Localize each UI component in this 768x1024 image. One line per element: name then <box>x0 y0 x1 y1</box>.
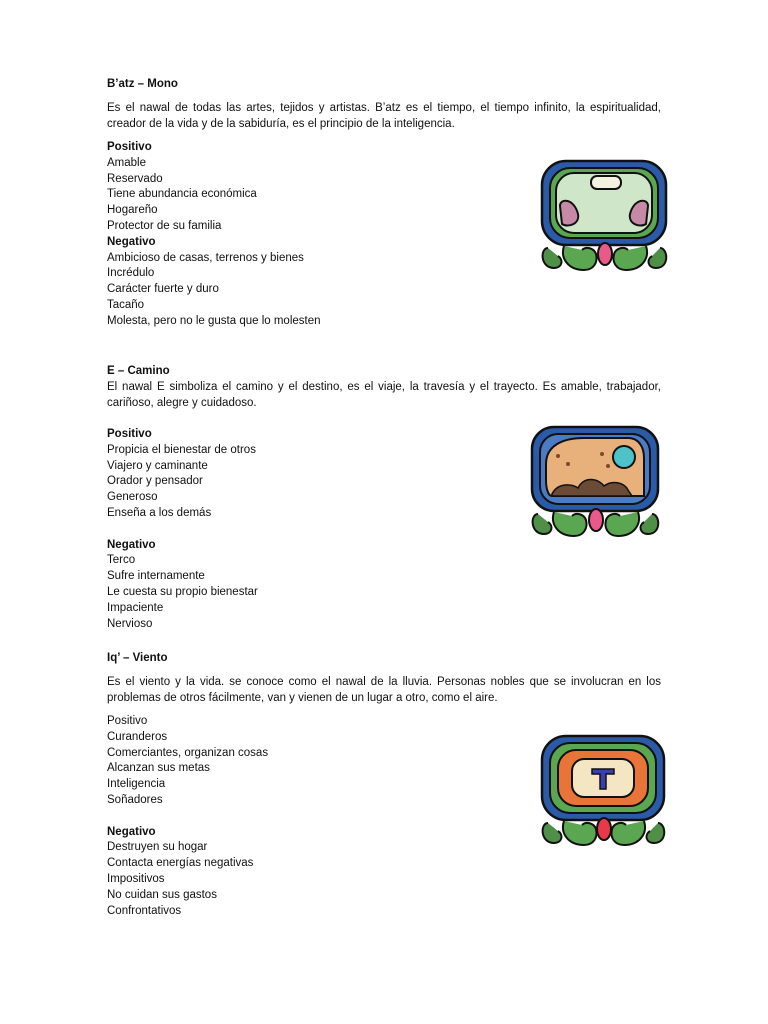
negative-trait: Impaciente <box>107 601 164 614</box>
positive-trait: Curanderos <box>107 730 168 743</box>
section-title: Iq’ – Viento <box>107 652 168 664</box>
negative-trait: No cuidan sus gastos <box>107 888 217 901</box>
positive-trait: Amable <box>107 156 146 169</box>
negative-trait: Le cuesta su propio bienestar <box>107 585 258 598</box>
e-glyph-icon <box>528 424 664 540</box>
negative-trait: Molesta, pero no le gusta que lo molesten <box>107 314 321 327</box>
positive-trait: Viajero y caminante <box>107 459 208 472</box>
negative-heading: Negativo <box>107 825 156 838</box>
negative-trait: Contacta energías negativas <box>107 857 254 870</box>
section-title: E – Camino <box>107 365 170 377</box>
positive-trait: Generoso <box>107 491 158 504</box>
batz-glyph-icon <box>538 158 678 276</box>
positive-trait: Hogareño <box>107 204 158 217</box>
positive-trait: Inteligencia <box>107 778 166 791</box>
positive-trait: Alcanzan sus metas <box>107 762 210 775</box>
positive-trait: Reservado <box>107 172 163 185</box>
negative-trait: Impositivos <box>107 872 165 885</box>
negative-trait: Incrédulo <box>107 267 155 280</box>
positive-trait: Propicia el bienestar de otros <box>107 443 256 456</box>
negative-trait: Terco <box>107 554 136 567</box>
negative-trait: Confrontativos <box>107 904 182 917</box>
negative-trait: Tacaño <box>107 298 145 311</box>
negative-trait: Nervioso <box>107 617 153 630</box>
positive-heading: Positivo <box>107 428 152 440</box>
section-description: Es el nawal de todas las artes, tejidos y artistas. B’atz es el tiempo, el tiempo infinito, la espiritualidad, creador de la vida y de la sabiduría, es el principio de la inteligencia. <box>107 102 661 130</box>
negative-heading: Negativo <box>107 538 156 551</box>
positive-trait: Enseña a los demás <box>107 506 212 519</box>
negative-trait: Carácter fuerte y duro <box>107 283 219 296</box>
positive-trait: Protector de su familia <box>107 219 222 232</box>
positive-heading: Positivo <box>107 141 152 153</box>
section-description: El nawal E simboliza el camino y el destino, es el viaje, la travesía y el trayecto. Es amable, trabajador, cariñoso, alegre y cuidadoso. <box>107 381 661 409</box>
negative-heading: Negativo <box>107 235 156 248</box>
iq-glyph-icon <box>538 733 672 847</box>
positive-heading: Positivo <box>107 715 148 727</box>
section-title: B’atz – Mono <box>107 78 178 90</box>
positive-trait: Orador y pensador <box>107 475 203 488</box>
positive-trait: Comerciantes, organizan cosas <box>107 746 269 759</box>
negative-trait: Sufre internamente <box>107 570 205 583</box>
section-description: Es el viento y la vida. se conoce como el nawal de la lluvia. Personas nobles que se involucran en los problemas de otros fácilmente, van y vienen de un lugar a otro, como el aire. <box>107 676 661 704</box>
positive-trait: Soñadores <box>107 793 163 806</box>
positive-trait: Tiene abundancia económica <box>107 188 257 201</box>
negative-trait: Destruyen su hogar <box>107 841 208 854</box>
negative-trait: Ambicioso de casas, terrenos y bienes <box>107 251 304 264</box>
